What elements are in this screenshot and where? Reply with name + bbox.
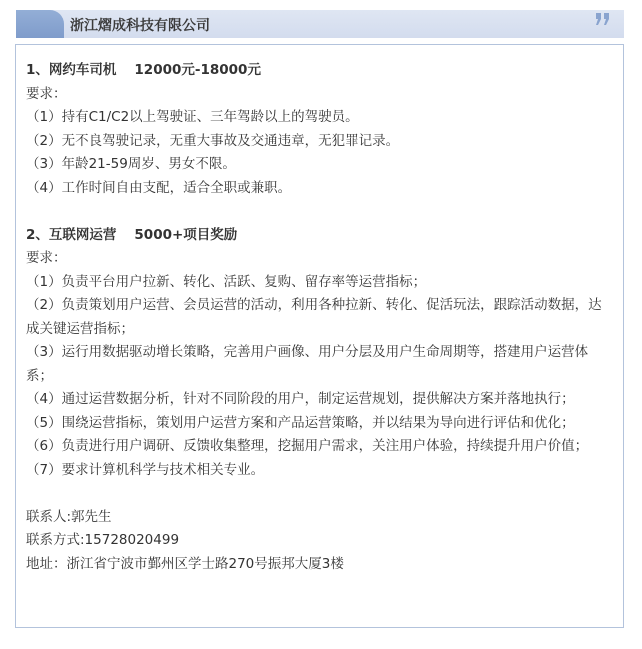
requirement-item: （7）要求计算机科学与技术相关专业。	[26, 461, 265, 478]
requirements-label: 要求：	[26, 85, 67, 102]
requirement-item: （1）持有C1/C2以上驾驶证、三年驾龄以上的驾驶员。	[26, 109, 359, 125]
company-header	[16, 10, 624, 38]
job-listing-content	[15, 44, 624, 628]
header-tab-decoration	[16, 10, 64, 38]
job-title: 1、网约车司机	[26, 62, 117, 78]
requirement-item: （4）工作时间自由支配，适合全职或兼职。	[26, 179, 292, 196]
requirement-item: （1）负责平台用户拉新、转化、活跃、复购、留存率等运营指标；	[26, 273, 427, 290]
section-spacer	[26, 482, 613, 506]
requirement-item: （4）通过运营数据分析，针对不同阶段的用户，制定运营规划，提供解决方案并落地执行；	[26, 391, 575, 407]
requirement-item: （3）年龄21-59周岁、男女不限。	[26, 156, 236, 172]
contact-address: 地址：浙江省宁波市鄞州区学士路270号振邦大厦3楼	[26, 555, 344, 572]
section-spacer	[26, 200, 613, 224]
contact-person: 联系人:郭先生	[26, 508, 112, 525]
company-name: 浙江熠成科技有限公司	[70, 18, 210, 34]
job-salary: 5000+项目奖励	[134, 226, 238, 243]
job-salary: 12000元-18000元	[134, 62, 261, 78]
contact-phone: 联系方式:15728020499	[26, 532, 180, 548]
requirements-label: 要求：	[26, 250, 67, 266]
job-heading	[26, 224, 613, 248]
quote-icon	[595, 12, 611, 26]
job-section-2	[26, 224, 613, 483]
contact-section	[26, 506, 613, 577]
requirement-item: （6）负责进行用户调研、反馈收集整理，挖掘用户需求，关注用户体验，持续提升用户价值；	[26, 438, 589, 454]
job-section-1	[26, 59, 613, 200]
job-heading	[26, 59, 613, 83]
requirement-item: （2）负责策划用户运营、会员运营的活动，利用各种拉新、转化、促活玩法，跟踪活动数据，达成关键运营指标；	[26, 297, 602, 337]
job-title: 2、互联网运营	[26, 226, 117, 243]
requirement-item: （3）运行用数据驱动增长策略，完善用户画像、用户分层及用户生命周期等，搭建用户运营体系；	[26, 344, 589, 384]
requirement-item: （2）无不良驾驶记录，无重大事故及交通违章，无犯罪记录。	[26, 132, 400, 149]
requirement-item: （5）围绕运营指标，策划用户运营方案和产品运营策略，并以结果为导向进行评估和优化；	[26, 414, 575, 431]
